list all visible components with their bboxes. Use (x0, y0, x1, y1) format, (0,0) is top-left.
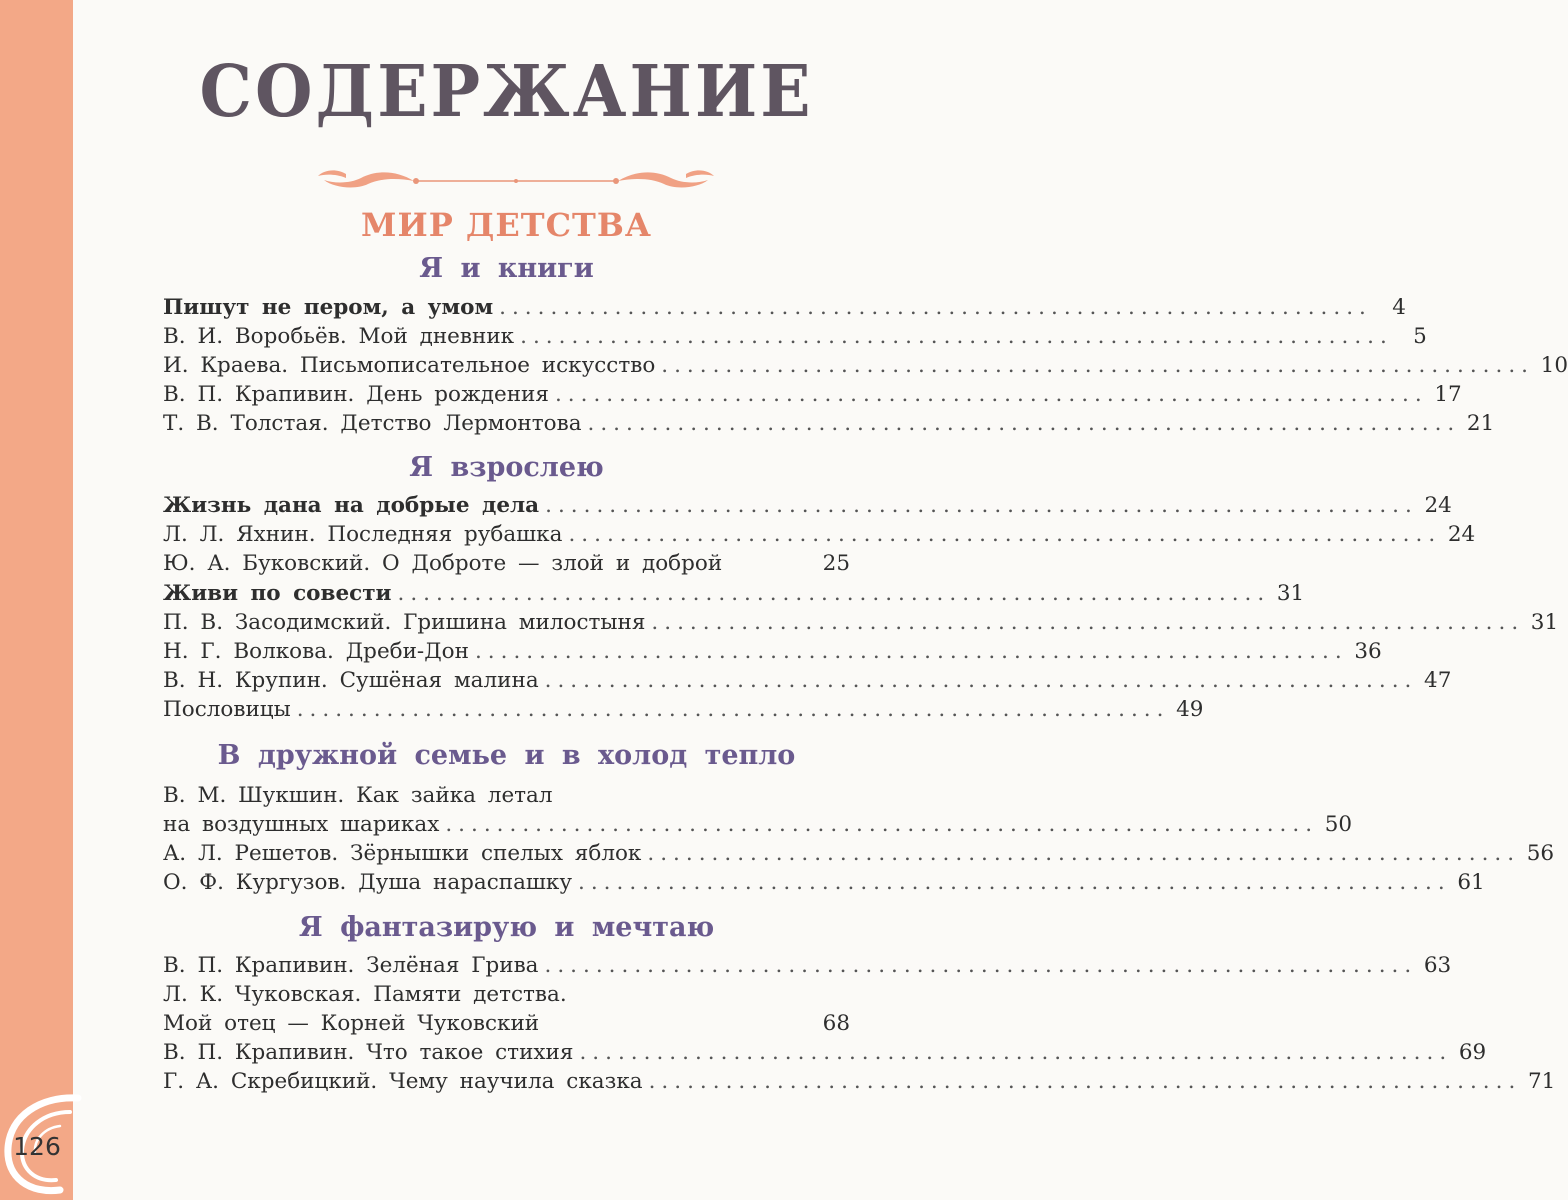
toc-entry (163, 352, 1568, 380)
flourish-divider-icon (306, 168, 726, 194)
leader-dots: .................................................................... (544, 668, 1418, 693)
entry-title: В. Н. Крупин. Сушёная малина (163, 668, 539, 693)
entry-title: Мой отец — Корней Чуковский (163, 1011, 540, 1036)
entry-title: Г. А. Скребицкий. Чему научила сказка (163, 1069, 643, 1094)
leader-dots: .................................................................... (445, 812, 1319, 837)
leader-dots: .................................................................... (554, 382, 1428, 407)
leader-dots: .................................................................... (520, 324, 1393, 349)
toc-entry (163, 811, 1353, 839)
entry-page: 61 (1457, 870, 1485, 895)
toc-entry (163, 323, 1427, 351)
entry-title: Т. В. Толстая. Детство Лермонтова (163, 411, 582, 436)
leader-dots: .................................................................... (296, 697, 1170, 722)
toc-entry (163, 638, 1382, 666)
entry-page: 49 (1176, 697, 1204, 722)
entry-title: П. В. Засодимский. Гришина милостыня (163, 610, 646, 635)
entry-page: 24 (1424, 493, 1452, 518)
entry-page: 31 (1276, 581, 1305, 606)
entry-title: А. Л. Решетов. Зёрнышки спелых яблок (163, 841, 642, 866)
entry-page: 25 (822, 551, 850, 576)
entry-page: 4 (1392, 295, 1406, 320)
leader-dots: .................................................................... (499, 295, 1372, 320)
entry-title: В. П. Крапивин. Что такое стихия (163, 1040, 574, 1065)
entry-page: 31 (1530, 610, 1559, 635)
leader-dots: .................................................................... (577, 870, 1451, 895)
toc-entry (163, 981, 850, 1009)
entry-page: 56 (1526, 841, 1555, 866)
leader-dots: .................................................................... (651, 610, 1525, 635)
leader-dots: .................................................................... (474, 639, 1348, 664)
leader-dots: .................................................................... (568, 522, 1442, 547)
toc-entry (163, 580, 1305, 608)
entry-title: В. П. Крапивин. День рождения (163, 382, 549, 407)
side-color-strip (0, 0, 73, 1200)
entry-page: 69 (1458, 1040, 1487, 1065)
part-title: МИР ДЕТСТВА (361, 206, 652, 244)
leader-dots: .................................................................... (661, 353, 1534, 378)
toc-entry (163, 869, 1485, 897)
entry-title: Пословицы (163, 697, 291, 722)
toc-entry (163, 381, 1462, 409)
entry-title: Л. Л. Яхнин. Последняя рубашка (163, 522, 563, 547)
page-number: 126 (13, 1132, 61, 1161)
toc-entry (163, 667, 1452, 695)
page-title: СОДЕРЖАНИЕ (199, 48, 814, 134)
leader-dots: .................................................................... (397, 581, 1271, 606)
toc-entry (163, 521, 1476, 549)
entry-title: Жизнь дана на добрые дела (163, 493, 540, 518)
entry-title: Живи по совести (163, 581, 392, 606)
entry-page: 68 (822, 1011, 850, 1036)
entry-title: О. Ф. Кургузов. Душа нараспашку (163, 870, 572, 895)
entry-title: Н. Г. Волкова. Дреби-Дон (163, 639, 469, 664)
toc-entry (163, 410, 1495, 438)
toc-entry (163, 840, 1555, 868)
toc-entry (163, 609, 1559, 637)
leader-dots: .................................................................... (544, 953, 1418, 978)
leader-dots: .................................................................... (545, 493, 1418, 518)
toc-entry (163, 782, 850, 810)
entry-page: 36 (1354, 639, 1382, 664)
toc-entry (163, 492, 1452, 520)
entry-page: 21 (1466, 411, 1495, 436)
toc-entry (163, 1010, 850, 1038)
entry-page: 47 (1424, 668, 1452, 693)
entry-title: Ю. А. Буковский. О Доброте — злой и доброй (163, 551, 723, 576)
toc-entry (163, 696, 1204, 724)
entry-title: Л. К. Чуковская. Памяти детства. (163, 982, 567, 1007)
section-title: Я взрослею (409, 452, 604, 483)
leader-dots: .................................................................... (648, 1069, 1522, 1094)
leader-dots: .................................................................... (647, 841, 1521, 866)
section-title: Я фантазирую и мечтаю (298, 912, 715, 943)
section-title: В дружной семье и в холод тепло (217, 740, 796, 771)
entry-title: В. П. Крапивин. Зелёная Грива (163, 953, 539, 978)
section-title: Я и книги (419, 253, 594, 284)
toc-entry (163, 294, 1406, 322)
entry-page: 71 (1527, 1069, 1556, 1094)
entry-page: 17 (1434, 382, 1462, 407)
toc-entry (163, 1068, 1556, 1096)
toc-entry (163, 550, 850, 578)
toc-entry (163, 952, 1452, 980)
entry-page: 10 (1540, 353, 1568, 378)
toc-entry (163, 1039, 1487, 1067)
entry-page: 50 (1324, 812, 1353, 837)
entry-page: 5 (1413, 324, 1427, 349)
leader-dots: .................................................................... (587, 411, 1461, 436)
entry-title: И. Краева. Письмописательное искусство (163, 353, 656, 378)
entry-title: Пишут не пером, а умом (163, 295, 494, 320)
entry-page: 63 (1423, 953, 1452, 978)
entry-title: В. М. Шукшин. Как зайка летал (163, 783, 553, 808)
entry-title: В. И. Воробьёв. Мой дневник (163, 324, 515, 349)
leader-dots: .................................................................... (579, 1040, 1453, 1065)
entry-title: на воздушных шариках (163, 812, 440, 837)
entry-page: 24 (1447, 522, 1476, 547)
